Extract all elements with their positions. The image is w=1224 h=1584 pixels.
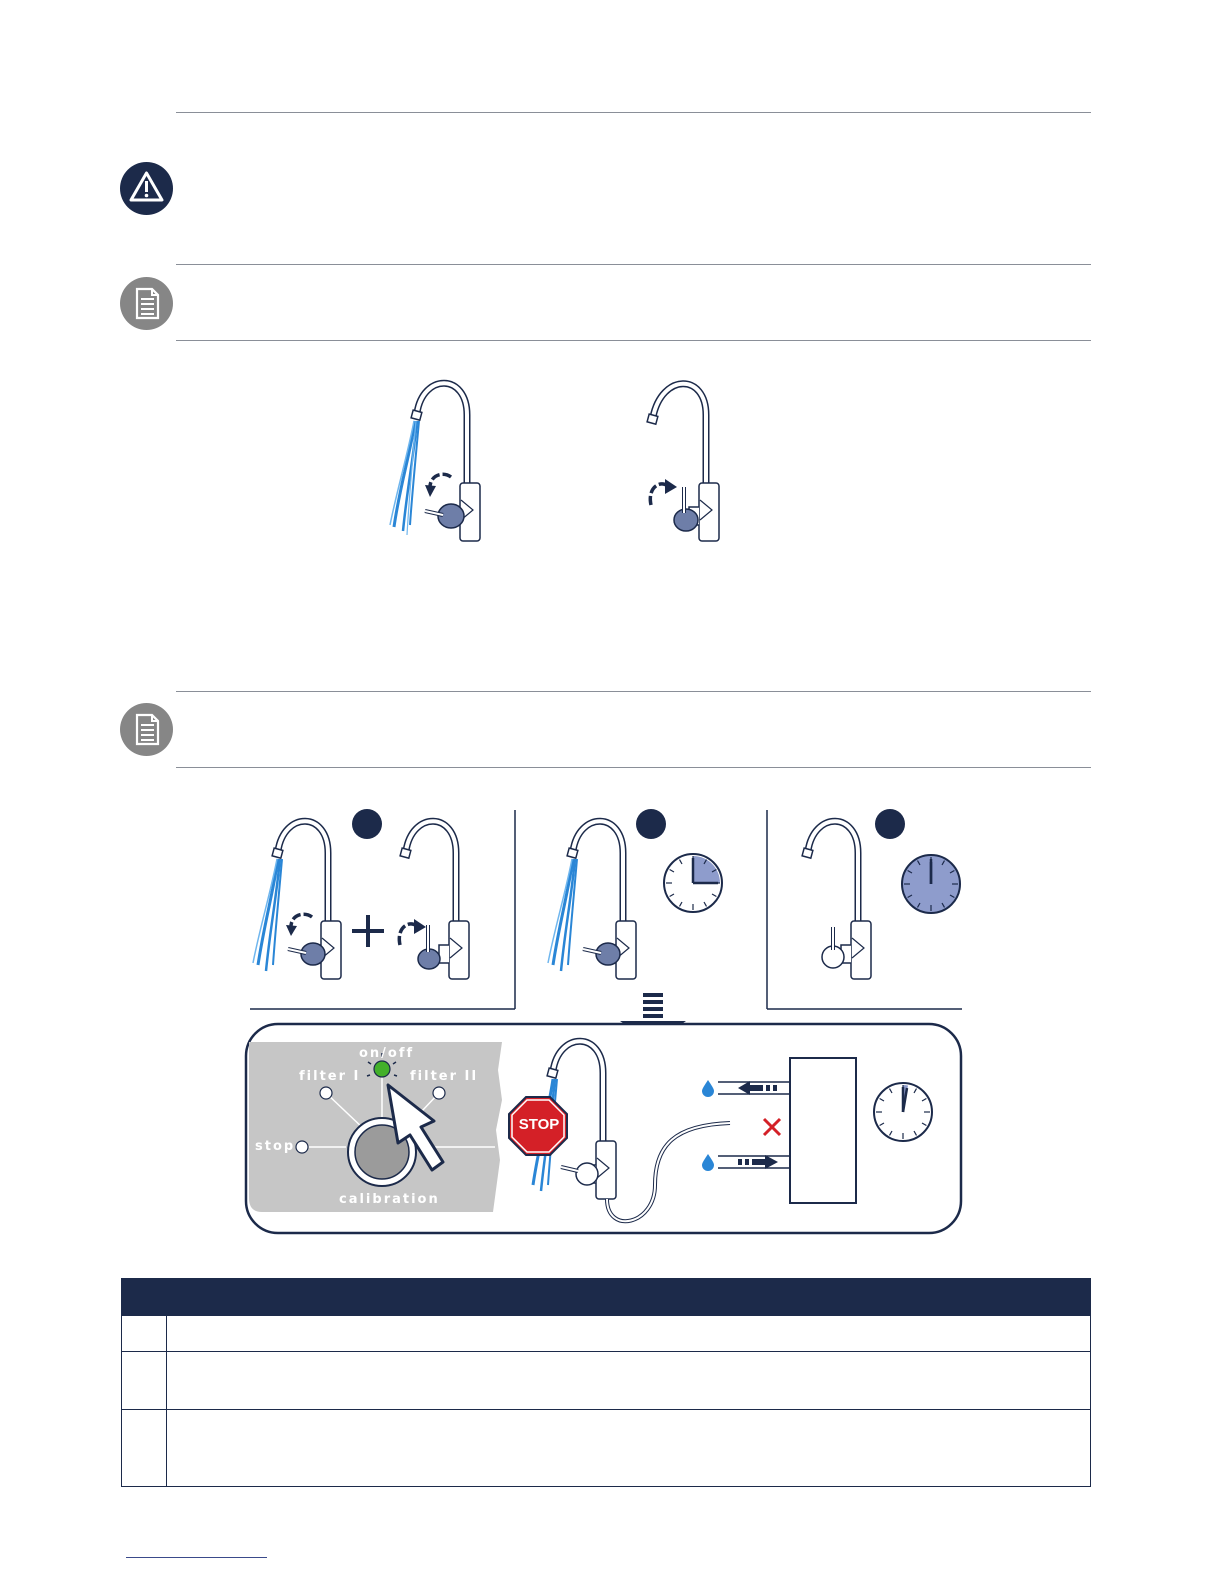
document-note-icon <box>120 703 173 756</box>
row-number <box>122 1316 167 1352</box>
step-2-faucet-running-clock <box>548 809 962 1009</box>
row-number <box>122 1352 167 1410</box>
row-text <box>167 1410 1091 1487</box>
table-row <box>122 1410 1091 1487</box>
filter-2-label: filter II <box>410 1069 479 1084</box>
row-text <box>167 1316 1091 1352</box>
divider-note2-top <box>176 691 1091 692</box>
divider-note1-bottom <box>176 340 1091 341</box>
faucet-closed-illustration <box>635 375 745 545</box>
clock-icon <box>664 854 722 912</box>
table-header-row <box>122 1279 1091 1316</box>
stop-label: stop <box>255 1139 296 1154</box>
clock-icon <box>874 1083 932 1141</box>
calibration-label: calibration <box>339 1192 440 1207</box>
instructions-table <box>121 1278 1091 1487</box>
document-note-icon <box>120 277 173 330</box>
row-number <box>122 1410 167 1487</box>
faucet-open-illustration <box>385 375 495 545</box>
filter-1-label: filter I <box>299 1069 361 1084</box>
divider-top <box>176 112 1091 113</box>
step-3-faucet-closed-clock <box>802 809 960 979</box>
calibration-steps-illustration <box>240 800 970 1240</box>
row-text <box>167 1352 1091 1410</box>
table-row <box>122 1352 1091 1410</box>
table-row <box>122 1316 1091 1352</box>
footer-rule <box>126 1557 267 1558</box>
divider-note2-bottom <box>176 767 1091 768</box>
on-off-label: on/off <box>359 1046 415 1061</box>
step-1-faucet-open-close <box>250 809 515 1009</box>
table-header-cell <box>122 1279 1091 1316</box>
divider-warning-bottom <box>176 264 1091 265</box>
warning-triangle-icon <box>120 162 173 215</box>
stop-sign-text: STOP <box>518 1116 560 1133</box>
clock-icon <box>902 855 960 913</box>
